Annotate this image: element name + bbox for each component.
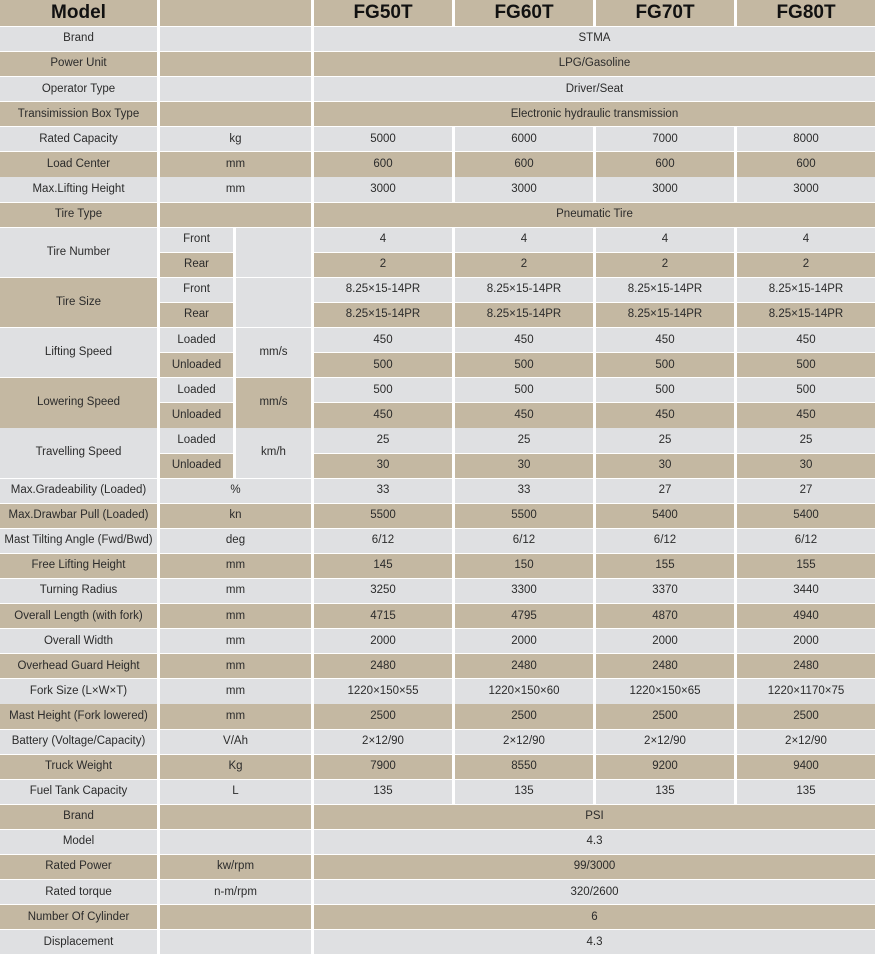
spec-value: 4 xyxy=(455,228,593,252)
spec-value: 500 xyxy=(314,353,452,377)
row-label: Overall Length (with fork) xyxy=(0,604,157,628)
group-label: Tire Number xyxy=(0,228,157,277)
spec-value: 6/12 xyxy=(314,529,452,553)
spec-value: LPG/Gasoline xyxy=(314,52,875,76)
spec-value: 450 xyxy=(737,328,875,352)
unit-cell: mm xyxy=(160,604,311,628)
spec-value: 2500 xyxy=(596,704,734,728)
spec-value: 3440 xyxy=(737,579,875,603)
row-label: Turning Radius xyxy=(0,579,157,603)
spec-value: 500 xyxy=(314,378,452,402)
unit-cell: mm xyxy=(160,554,311,578)
row-label: Mast Tilting Angle (Fwd/Bwd) xyxy=(0,529,157,553)
spec-value: 5500 xyxy=(314,504,452,528)
spec-value: Pneumatic Tire xyxy=(314,203,875,227)
spec-value: 2500 xyxy=(455,704,593,728)
unit-cell: kw/rpm xyxy=(160,855,311,879)
row-label: Free Lifting Height xyxy=(0,554,157,578)
spec-value: 2480 xyxy=(596,654,734,678)
row-label: Max.Drawbar Pull (Loaded) xyxy=(0,504,157,528)
spec-value: 500 xyxy=(455,353,593,377)
spec-value: 4940 xyxy=(737,604,875,628)
row-label: Displacement xyxy=(0,930,157,954)
spec-value: 2000 xyxy=(737,629,875,653)
spec-value: 320/2600 xyxy=(314,880,875,904)
spec-value: 33 xyxy=(314,479,452,503)
spec-value: 450 xyxy=(455,328,593,352)
spec-value: 1220×150×60 xyxy=(455,679,593,703)
spec-value: 3000 xyxy=(314,177,452,201)
spec-value: 135 xyxy=(455,780,593,804)
sub-label: Unloaded xyxy=(160,454,233,478)
spec-value: 145 xyxy=(314,554,452,578)
unit-cell xyxy=(160,203,311,227)
spec-value: 30 xyxy=(737,454,875,478)
spec-value: 8.25×15-14PR xyxy=(737,303,875,327)
row-label: Overhead Guard Height xyxy=(0,654,157,678)
spec-value: 450 xyxy=(596,403,734,427)
model-header: Model xyxy=(0,0,157,26)
unit-cell: V/Ah xyxy=(160,730,311,754)
spec-value: 3000 xyxy=(596,177,734,201)
row-label: Load Center xyxy=(0,152,157,176)
spec-value: 4 xyxy=(314,228,452,252)
spec-value: 3000 xyxy=(737,177,875,201)
spec-value: 4.3 xyxy=(314,830,875,854)
spec-value: 25 xyxy=(737,428,875,452)
unit-cell: mm/s xyxy=(236,328,311,377)
spec-value: 150 xyxy=(455,554,593,578)
row-label: Operator Type xyxy=(0,77,157,101)
row-label: Fork Size (L×W×T) xyxy=(0,679,157,703)
unit-cell: mm xyxy=(160,704,311,728)
row-label: Fuel Tank Capacity xyxy=(0,780,157,804)
row-label: Max.Gradeability (Loaded) xyxy=(0,479,157,503)
row-label: Tire Type xyxy=(0,203,157,227)
spec-value: 2480 xyxy=(314,654,452,678)
spec-value: 2480 xyxy=(455,654,593,678)
spec-value: 500 xyxy=(455,378,593,402)
row-label: Max.Lifting Height xyxy=(0,177,157,201)
spec-value: 600 xyxy=(737,152,875,176)
group-label: Tire Size xyxy=(0,278,157,327)
spec-value: 600 xyxy=(314,152,452,176)
unit-cell: mm/s xyxy=(236,378,311,427)
spec-value: 450 xyxy=(596,328,734,352)
row-label: Mast Height (Fork lowered) xyxy=(0,704,157,728)
unit-cell: kn xyxy=(160,504,311,528)
spec-value: 1220×150×65 xyxy=(596,679,734,703)
spec-value: 2×12/90 xyxy=(455,730,593,754)
spec-value: 6/12 xyxy=(596,529,734,553)
spec-value: 8.25×15-14PR xyxy=(596,278,734,302)
spec-value: 2×12/90 xyxy=(596,730,734,754)
row-label: Rated torque xyxy=(0,880,157,904)
spec-value: 9400 xyxy=(737,755,875,779)
spec-value: 5400 xyxy=(596,504,734,528)
sub-label: Front xyxy=(160,228,233,252)
group-label: Lowering Speed xyxy=(0,378,157,427)
spec-value: PSI xyxy=(314,805,875,829)
unit-cell: deg xyxy=(160,529,311,553)
spec-value: 5400 xyxy=(737,504,875,528)
spec-value: 6/12 xyxy=(737,529,875,553)
spec-value: 500 xyxy=(596,353,734,377)
spec-value: 2 xyxy=(737,253,875,277)
sub-label: Loaded xyxy=(160,378,233,402)
group-label: Lifting Speed xyxy=(0,328,157,377)
spec-value: 4.3 xyxy=(314,930,875,954)
spec-value: 2000 xyxy=(314,629,452,653)
spec-value: 500 xyxy=(737,378,875,402)
spec-value: 3250 xyxy=(314,579,452,603)
spec-value: 3300 xyxy=(455,579,593,603)
spec-value: 1220×150×55 xyxy=(314,679,452,703)
sub-label: Rear xyxy=(160,253,233,277)
spec-value: 3370 xyxy=(596,579,734,603)
spec-value: 2500 xyxy=(737,704,875,728)
spec-value: 2×12/90 xyxy=(737,730,875,754)
unit-cell: mm xyxy=(160,579,311,603)
unit-cell: km/h xyxy=(236,428,311,477)
unit-cell xyxy=(160,27,311,51)
spec-value: Driver/Seat xyxy=(314,77,875,101)
model-name-fg50t: FG50T xyxy=(314,0,452,26)
spec-value: STMA xyxy=(314,27,875,51)
spec-value: 4795 xyxy=(455,604,593,628)
unit-cell xyxy=(160,805,311,829)
row-label: Rated Power xyxy=(0,855,157,879)
unit-cell: mm xyxy=(160,654,311,678)
spec-value: 8.25×15-14PR xyxy=(314,303,452,327)
unit-cell xyxy=(160,830,311,854)
spec-value: 8000 xyxy=(737,127,875,151)
spec-value: 4870 xyxy=(596,604,734,628)
unit-cell: % xyxy=(160,479,311,503)
unit-cell: mm xyxy=(160,629,311,653)
spec-value: 7900 xyxy=(314,755,452,779)
spec-value: 135 xyxy=(737,780,875,804)
row-label: Number Of Cylinder xyxy=(0,905,157,929)
spec-value: 30 xyxy=(314,454,452,478)
spec-value: 6 xyxy=(314,905,875,929)
model-name-fg70t: FG70T xyxy=(596,0,734,26)
unit-cell: mm xyxy=(160,679,311,703)
spec-value: 3000 xyxy=(455,177,593,201)
sub-label: Loaded xyxy=(160,328,233,352)
spec-value: 25 xyxy=(455,428,593,452)
spec-value: 2 xyxy=(596,253,734,277)
unit-cell xyxy=(160,52,311,76)
spec-value: 25 xyxy=(596,428,734,452)
unit-cell xyxy=(160,930,311,954)
sub-label: Unloaded xyxy=(160,403,233,427)
spec-value: 30 xyxy=(455,454,593,478)
spec-value: 2000 xyxy=(455,629,593,653)
spec-value: 600 xyxy=(596,152,734,176)
header-blank xyxy=(160,0,311,26)
spec-value: 30 xyxy=(596,454,734,478)
spec-value: 450 xyxy=(737,403,875,427)
unit-cell: kg xyxy=(160,127,311,151)
model-name-fg60t: FG60T xyxy=(455,0,593,26)
spec-value: 8.25×15-14PR xyxy=(455,278,593,302)
spec-value: 2000 xyxy=(596,629,734,653)
spec-value: 7000 xyxy=(596,127,734,151)
unit-cell xyxy=(236,228,311,277)
spec-value: 6/12 xyxy=(455,529,593,553)
spec-value: 99/3000 xyxy=(314,855,875,879)
spec-value: 8.25×15-14PR xyxy=(314,278,452,302)
spec-value: 135 xyxy=(314,780,452,804)
row-label: Rated Capacity xyxy=(0,127,157,151)
unit-cell: mm xyxy=(160,152,311,176)
spec-value: 8.25×15-14PR xyxy=(455,303,593,327)
sub-label: Unloaded xyxy=(160,353,233,377)
spec-value: 25 xyxy=(314,428,452,452)
spec-value: 27 xyxy=(737,479,875,503)
spec-value: 8550 xyxy=(455,755,593,779)
spec-value: 155 xyxy=(737,554,875,578)
spec-value: 6000 xyxy=(455,127,593,151)
unit-cell xyxy=(236,278,311,327)
spec-value: 5000 xyxy=(314,127,452,151)
spec-value: 1220×1170×75 xyxy=(737,679,875,703)
spec-value: 500 xyxy=(596,378,734,402)
spec-value: 2 xyxy=(455,253,593,277)
unit-cell: n-m/rpm xyxy=(160,880,311,904)
unit-cell: mm xyxy=(160,177,311,201)
spec-value: 450 xyxy=(314,403,452,427)
spec-value: 33 xyxy=(455,479,593,503)
row-label: Truck Weight xyxy=(0,755,157,779)
spec-value: 9200 xyxy=(596,755,734,779)
spec-value: 135 xyxy=(596,780,734,804)
unit-cell: L xyxy=(160,780,311,804)
unit-cell xyxy=(160,77,311,101)
row-label: Brand xyxy=(0,27,157,51)
row-label: Power Unit xyxy=(0,52,157,76)
spec-value: 2 xyxy=(314,253,452,277)
row-label: Overall Width xyxy=(0,629,157,653)
row-label: Brand xyxy=(0,805,157,829)
spec-value: 600 xyxy=(455,152,593,176)
spec-value: 4 xyxy=(737,228,875,252)
unit-cell xyxy=(160,905,311,929)
unit-cell xyxy=(160,102,311,126)
spec-value: 2×12/90 xyxy=(314,730,452,754)
spec-value: 5500 xyxy=(455,504,593,528)
unit-cell: Kg xyxy=(160,755,311,779)
sub-label: Rear xyxy=(160,303,233,327)
spec-value: Electronic hydraulic transmission xyxy=(314,102,875,126)
spec-value: 450 xyxy=(455,403,593,427)
row-label: Battery (Voltage/Capacity) xyxy=(0,730,157,754)
spec-value: 8.25×15-14PR xyxy=(596,303,734,327)
sub-label: Loaded xyxy=(160,428,233,452)
spec-value: 155 xyxy=(596,554,734,578)
spec-value: 4715 xyxy=(314,604,452,628)
group-label: Travelling Speed xyxy=(0,428,157,477)
sub-label: Front xyxy=(160,278,233,302)
row-label: Model xyxy=(0,830,157,854)
spec-value: 2500 xyxy=(314,704,452,728)
row-label: Transimission Box Type xyxy=(0,102,157,126)
model-name-fg80t: FG80T xyxy=(737,0,875,26)
spec-value: 4 xyxy=(596,228,734,252)
spec-value: 500 xyxy=(737,353,875,377)
spec-value: 8.25×15-14PR xyxy=(737,278,875,302)
spec-value: 450 xyxy=(314,328,452,352)
spec-value: 27 xyxy=(596,479,734,503)
spec-value: 2480 xyxy=(737,654,875,678)
